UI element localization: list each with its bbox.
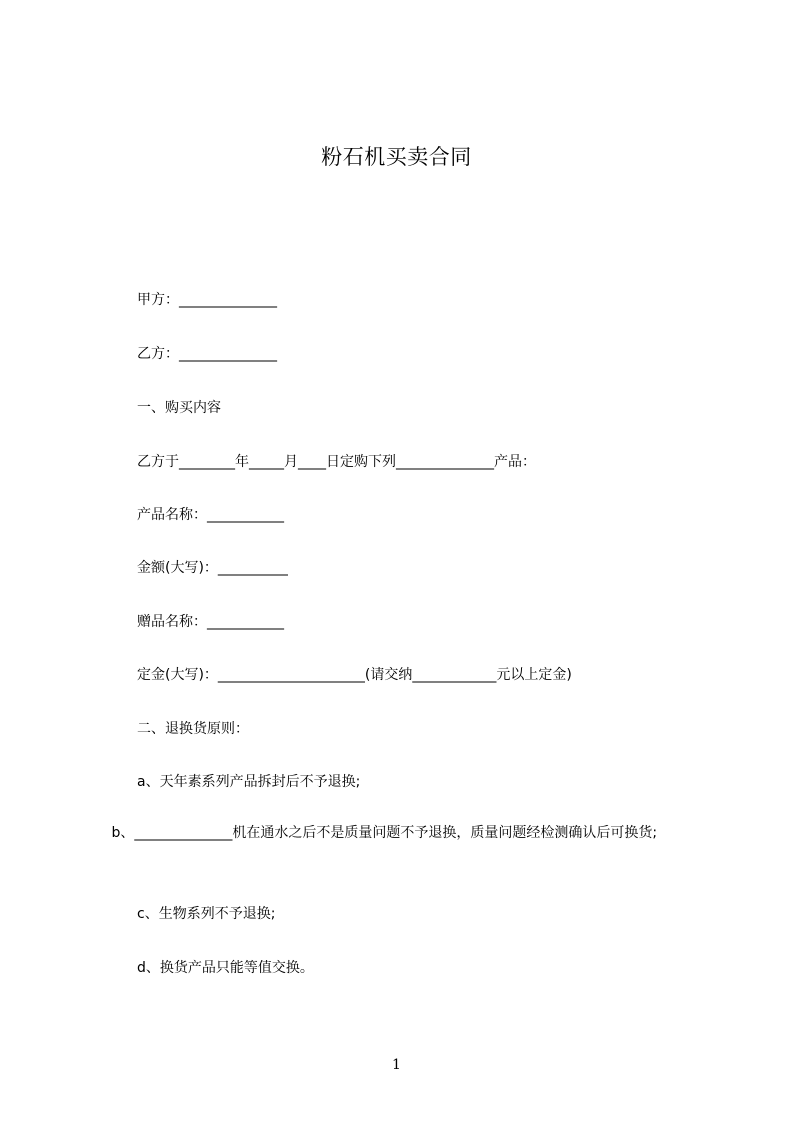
deposit-line: 定金(大写)：_____________________(请交纳____________元以上定金) [137,667,572,683]
product-name-line: 产品名称：___________ [137,507,284,523]
rule-c: c、生物系列不予退换; [137,906,276,922]
party-b-line: 乙方：______________ [137,346,277,362]
section-2-heading: 二、退换货原则： [137,721,249,737]
gift-name-line: 赠品名称：___________ [137,614,284,630]
section-1-heading: 一、购买内容 [137,400,221,416]
page-number: 1 [392,1057,401,1073]
page-title: 粉石机买卖合同 [321,145,472,169]
rule-a: a、天年素系列产品拆封后不予退换; [137,774,361,790]
amount-line: 金额(大写)：__________ [137,560,288,576]
rule-d: d、换货产品只能等值交换。 [137,960,314,976]
order-line: 乙方于________年_____月____日定购下列______________产品： [137,454,536,470]
party-a-line: 甲方：______________ [137,292,277,308]
rule-b: b、______________机在通水之后不是质量问题不予退换，质量问题经检测确认后可换货; [107,825,658,841]
